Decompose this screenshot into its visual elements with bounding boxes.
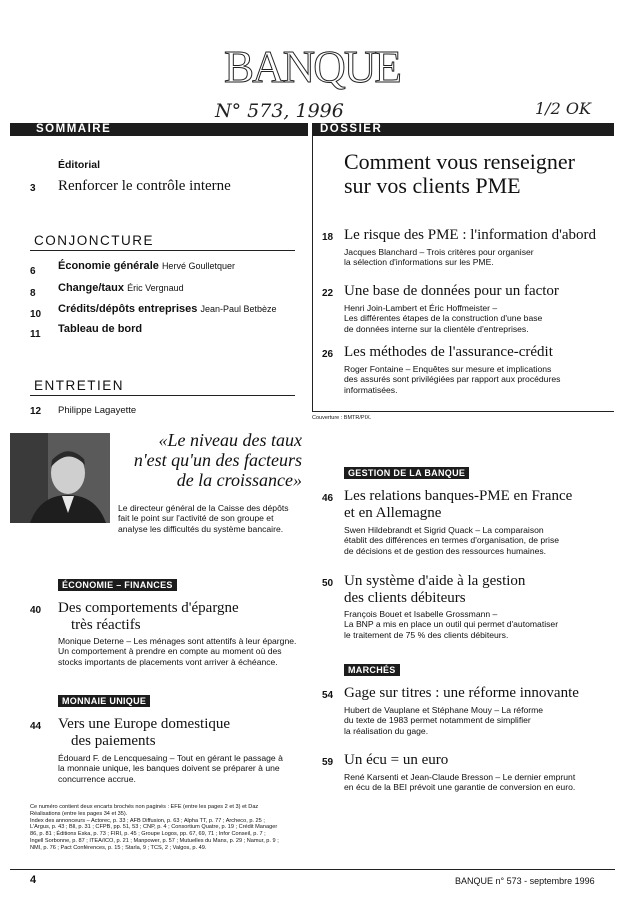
quote-line: «Le niveau des taux (158, 430, 302, 450)
dossier-article-desc (344, 364, 609, 395)
page-number: 4 (30, 874, 37, 886)
desc-line: établit des différences en termes d'organisation, de prise (344, 535, 560, 546)
title-line: Des comportements d'épargne (58, 600, 239, 616)
title-line: et en Allemagne (344, 505, 442, 521)
sommaire-header: SOMMAIRE (36, 123, 112, 135)
editorial-label: Éditorial (58, 159, 101, 171)
fine-print-line: Index des annonceurs – Actorec, p. 33 ; AFB Diffusion, p. 63 ; Alpha TT, p. 77 ; Archeco, p. 25 ; (30, 817, 265, 824)
logo-text: BANQUE (224, 42, 400, 90)
desc-line: de données interne sur la clientèle d'entreprises. (344, 323, 529, 334)
conjoncture-item (30, 283, 310, 301)
dossier-article-title: Le risque des PME : l'information d'abord (344, 227, 597, 243)
desc-line: en écu de la BEI prévoit une garantie de conversion en euro. (344, 782, 576, 793)
handwritten-issue: N° 573, 1996 (215, 100, 344, 122)
item-title: Crédits/dépôts entreprises (58, 303, 198, 315)
desc-line: analyse les difficultés du système bancaire. (118, 523, 284, 534)
quote-line: n'est qu'un des facteurs (133, 450, 302, 470)
editorial-title: Renforcer le contrôle interne (58, 178, 231, 194)
title-line: Un système d'aide à la gestion (344, 573, 526, 589)
desc-line: informatisées. (344, 384, 398, 395)
gestion-article-title (344, 573, 525, 607)
desc-line: la monnaie unique, les banques doivent se préparer à une (58, 763, 280, 774)
desc-line: Monique Deterne – Les ménages sont attentifs à leur épargne. (58, 636, 297, 646)
marches-article-title: Gage sur titres : une réforme innovante (344, 685, 579, 701)
dossier-article-page: 22 (322, 288, 334, 299)
dossier-article-title: Une base de données pour un factor (344, 283, 559, 299)
title-line: Vers une Europe domestique (58, 716, 231, 732)
desc-line: du texte de 1983 permet notamment de simplifier (344, 715, 531, 726)
item-title: Tableau de bord (58, 323, 143, 335)
monnaie-title (58, 716, 230, 750)
fine-print-line: 86, p. 81 ; Éditions Eska, p. 73 ; FIRI, p. 45 ; Groupe Logos, pp. 67, 69, 71 ; Infor Conseil, p. 7 ; (30, 831, 266, 838)
dossier-bar (312, 123, 614, 136)
desc-line: La BNP a mis en place un outil qui permet d'automatiser (344, 619, 559, 630)
gestion-article-title (344, 488, 572, 522)
desc-line: Hubert de Vauplane et Stéphane Mouy – La réforme (344, 705, 544, 715)
item-author: Jean-Paul Betbèze (200, 304, 277, 314)
item-page: 8 (30, 288, 36, 299)
desc-line: Roger Fontaine – Enquêtes sur mesure et implications (344, 364, 552, 374)
marches-article-title: Un écu = un euro (344, 752, 449, 768)
desc-line: Les différentes étapes de la construction d'une base (344, 313, 543, 324)
economie-tag: ÉCONOMIE – FINANCES (58, 579, 177, 591)
marches-article-desc (344, 705, 614, 736)
portrait-image (10, 433, 110, 523)
fine-print-line: Réalisations (entre les pages 34 et 35). (30, 810, 128, 817)
fine-print-line: Ingell Sorbonne, p. 87 ; ITEA/ICO, p. 21 ; Manpower, p. 57 ; Mutuelles du Mans, p. 29 ; Namur, p. 9 ; (30, 837, 279, 844)
gestion-tag: GESTION DE LA BANQUE (344, 467, 469, 479)
desc-line: fait le point sur l'activité de son groupe et (118, 513, 274, 524)
dossier-header: DOSSIER (320, 123, 383, 135)
dossier-box-left (312, 136, 313, 412)
monnaie-tag: MONNAIE UNIQUE (58, 695, 150, 707)
economie-title (58, 600, 239, 634)
conjoncture-item (30, 261, 310, 279)
desc-line: François Bouet et Isabelle Grossmann – (344, 609, 498, 619)
gestion-article-desc (344, 525, 614, 556)
desc-line: Swen Hildebrandt et Sigrid Quack – La comparaison (344, 525, 544, 535)
desc-line: la réalisation du gage. (344, 725, 429, 736)
editorial-page: 3 (30, 183, 36, 194)
item-title: Change/taux (58, 282, 125, 294)
footer-issue: BANQUE n° 573 - septembre 1996 (455, 876, 595, 886)
entretien-page: 12 (30, 406, 42, 417)
economie-page: 40 (30, 605, 42, 616)
title-line: très réactifs (71, 617, 141, 633)
entretien-desc (118, 503, 318, 534)
handwritten-note: 1/2 OK (535, 99, 591, 118)
marches-article-page: 59 (322, 757, 334, 768)
fine-print-line: NMI, p. 76 ; Pact Conférences, p. 15 ; Starla, 9 ; TCS, 2 ; Valgos, p. 49. (30, 844, 207, 851)
desc-line: Jacques Blanchard – Trois critères pour organiser (344, 247, 534, 257)
economie-desc (58, 636, 308, 667)
desc-line: stocks importants de placements vont arriver à échéance. (58, 656, 278, 667)
dossier-article-desc (344, 303, 609, 334)
title-line: des paiements (71, 733, 156, 749)
conjoncture-title: CONJONCTURE (34, 233, 154, 248)
headline-line: Comment vous renseigner (344, 149, 575, 174)
footer-rule (10, 869, 615, 870)
gestion-article-desc (344, 609, 614, 640)
conjoncture-rule (30, 250, 295, 251)
dossier-article-title: Les méthodes de l'assurance-crédit (344, 344, 553, 360)
fine-print-line: L'Argus, p. 43 ; Bll, p. 31 ; CFPB, pp. 51, 53 ; CNP, p. 4 ; Consortium Quatre, p. 19 ; Crédit Manager (30, 824, 278, 831)
headline-line: sur vos clients PME (344, 173, 521, 198)
dossier-article-desc (344, 247, 609, 268)
fine-print (30, 804, 300, 852)
title-line: des clients débiteurs (344, 590, 466, 606)
sommaire-bar (10, 123, 308, 136)
conjoncture-item (30, 304, 310, 322)
conjoncture-item (30, 324, 310, 342)
desc-line: Édouard F. de Lencquesaing – Tout en gérant le passage à (58, 753, 283, 763)
monnaie-page: 44 (30, 721, 42, 732)
item-page: 11 (30, 329, 41, 340)
title-line: Les relations banques-PME en France (344, 488, 573, 504)
desc-line: Henri Join-Lambert et Éric Hoffmeister – (344, 303, 498, 313)
desc-line: la sélection d'informations sur les PME. (344, 257, 494, 268)
desc-line: le traitement de 75 % des clients débiteurs. (344, 629, 509, 640)
fine-print-line: Ce numéro contient deux encarts brochés non paginés : EFE (entre les pages 2 et 3) et Daz (30, 804, 259, 810)
desc-line: René Karsenti et Jean-Claude Bresson – Le dernier emprunt (344, 772, 576, 782)
monnaie-desc (58, 753, 308, 784)
entretien-title: ENTRETIEN (34, 378, 125, 393)
entretien-rule (30, 395, 295, 396)
dossier-article-page: 26 (322, 349, 334, 360)
item-page: 10 (30, 309, 42, 320)
item-title: Économie générale (58, 260, 159, 272)
desc-line: Le directeur général de la Caisse des dépôts (118, 503, 289, 513)
item-author: Hervé Goulletquer (161, 261, 235, 271)
interview-photo (10, 433, 110, 523)
item-page: 6 (30, 266, 36, 277)
cover-credit: Couverture : BMTR/PIX. (312, 415, 372, 421)
gestion-article-page: 50 (322, 578, 334, 589)
dossier-box-bottom (312, 411, 614, 412)
marches-tag: MARCHÉS (344, 664, 400, 676)
desc-line: Un comportement à prendre en compte au moment où des (58, 646, 282, 657)
quote-line: de la croissance» (176, 470, 302, 490)
dossier-article-page: 18 (322, 232, 334, 243)
item-author: Éric Vergnaud (127, 283, 184, 293)
entretien-person: Philippe Lagayette (58, 405, 137, 416)
interview-quote (132, 430, 302, 490)
desc-line: concurrence accrue. (58, 773, 136, 784)
marches-article-desc (344, 772, 619, 793)
marches-article-page: 54 (322, 690, 334, 701)
desc-line: des assurés sont privilégiées par rapport aux procédures (344, 374, 561, 385)
gestion-article-page: 46 (322, 493, 334, 504)
dossier-headline (344, 150, 575, 198)
banque-logo (222, 42, 402, 90)
desc-line: de décisions et de gestion des ressources humaines. (344, 545, 547, 556)
